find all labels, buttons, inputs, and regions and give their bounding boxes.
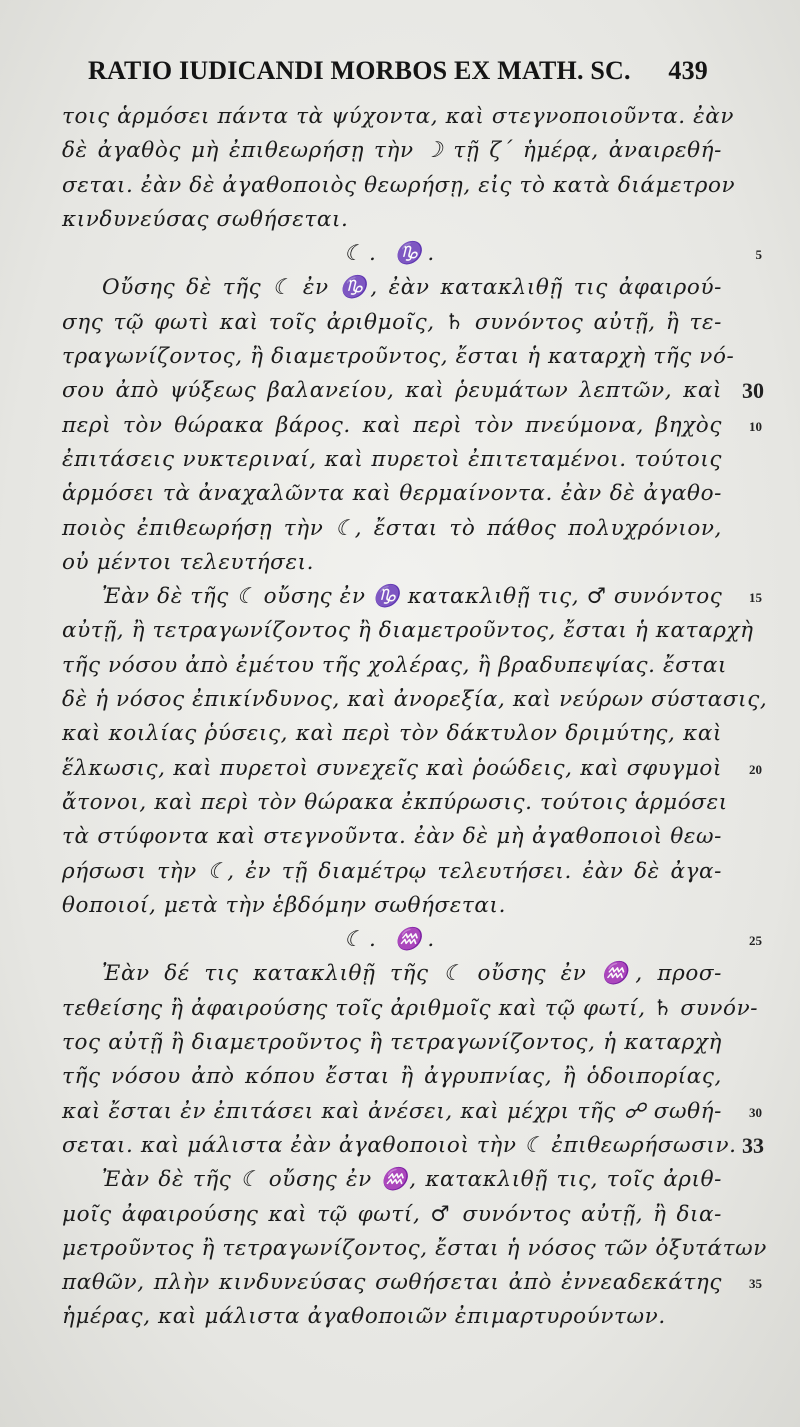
section-heading: ☾. ♒. — [343, 927, 441, 953]
text-line: θοποιοί, μετὰ τὴν ἑβδόμην σωθήσεται. — [62, 892, 507, 918]
running-title: RATIO IUDICANDI MORBOS EX MATH. SC. — [88, 56, 631, 85]
text-line: Ἐὰν δέ τις κατακλιθῇ τῆς ☾ οὔσης ἐν ♒, προσ- — [102, 961, 722, 987]
text-line: καὶ κοιλίας ῥύσεις, καὶ περὶ τὸν δάκτυλον δριμύτης, καὶ — [62, 721, 722, 747]
text-line: αὐτῇ, ἢ τετραγωνίζοντος ἢ διαμετροῦντος, ἔσται ἡ καταρχὴ — [62, 618, 754, 644]
text-line: σου ἀπὸ ψύξεως βαλανείου, καὶ ῥευμάτων λεπτῶν, καὶ — [62, 378, 722, 404]
text-line: μετροῦντος ἢ τετραγωνίζοντος, ἔσται ἡ νόσος τῶν ὀξυτάτων — [62, 1235, 767, 1261]
text-line: οὐ μέντοι τελευτήσει. — [62, 549, 315, 575]
margin-line-number: 30 — [749, 1104, 762, 1120]
text-line: ποιὸς ἐπιθεωρήσῃ τὴν ☾, ἔσται τὸ πάθος πολυχρόνιον, — [62, 515, 722, 541]
text-line: Ἐὰν δὲ τῆς ☾ οὔσης ἐν ♑ κατακλιθῇ τις, ♂ συνόντος — [102, 584, 723, 610]
margin-line-number: 30 — [742, 378, 764, 404]
page-number: 439 — [668, 56, 708, 85]
text-line: τραγωνίζοντος, ἢ διαμετροῦντος, ἔσται ἡ καταρχὴ τῆς νό- — [62, 344, 735, 370]
text-line: ἐπιτάσεις νυκτεριναί, καὶ πυρετοὶ ἐπιτεταμένοι. τούτοις — [62, 446, 722, 472]
margin-line-number: 25 — [749, 933, 762, 949]
text-line: τὰ στύφοντα καὶ στεγνοῦντα. ἐὰν δὲ μὴ ἀγαθοποιοὶ θεω- — [62, 824, 722, 850]
text-line: παθῶν, πλὴν κινδυνεύσας σωθήσεται ἀπὸ ἐννεαδεκάτης — [62, 1270, 722, 1296]
text-line: κινδυνεύσας σωθήσεται. — [62, 206, 349, 232]
margin-line-number: 33 — [742, 1133, 764, 1158]
text-line: τοις ἁρμόσει πάντα τὰ ψύχοντα, καὶ στεγνοποιοῦντα. ἐὰν — [62, 104, 735, 129]
text-line: τεθείσης ἢ ἀφαιρούσης τοῖς ἀριθμοῖς καὶ τῷ φωτί, ♄ συνόν- — [62, 995, 759, 1021]
text-line: ρήσωσι τὴν ☾, ἐν τῇ διαμέτρῳ τελευτήσει. ἐὰν δὲ ἀγα- — [62, 858, 722, 884]
text-line: τῆς νόσου ἀπὸ ἐμέτου τῆς χολέρας, ἢ βραδυπεψίας. ἔσται — [62, 652, 728, 678]
text-line: τος αὐτῇ ἢ διαμετροῦντος ἢ τετραγωνίζοντος, ἡ καταρχὴ — [62, 1030, 722, 1056]
text-line: Οὔσης δὲ τῆς ☾ ἐν ♑, ἐὰν κατακλιθῇ τις ἀφαιρού- — [102, 275, 722, 301]
margin-line-number: 35 — [749, 1276, 762, 1292]
text-line: σης τῷ φωτὶ καὶ τοῖς ἀριθμοῖς, ♄ συνόντος αὐτῇ, ἢ τε- — [62, 309, 722, 335]
section-heading: ☾. ♑. — [343, 241, 441, 267]
text-line: καὶ ἔσται ἐν ἐπιτάσει καὶ ἀνέσει, καὶ μέχρι τῆς ☍ σωθή- — [62, 1098, 722, 1124]
margin-line-number: 10 — [749, 418, 762, 434]
text-line: ἁρμόσει τὰ ἀναχαλῶντα καὶ θερμαίνοντα. ἐὰν δὲ ἀγαθο- — [62, 481, 722, 507]
text-line: ἡμέρας, καὶ μάλιστα ἀγαθοποιῶν ἐπιμαρτυρούντων. — [62, 1304, 666, 1330]
text-line: μοῖς ἀφαιρούσης καὶ τῷ φωτί, ♂ συνόντος αὐτῇ, ἢ δια- — [62, 1201, 722, 1227]
margin-line-number: 5 — [755, 247, 762, 263]
text-line: σεται. ἐὰν δὲ ἀγαθοποιὸς θεωρήσῃ, εἰς τὸ κατὰ διάμετρον — [62, 172, 736, 198]
text-line: δὲ ἡ νόσος ἐπικίνδυνος, καὶ ἀνορεξία, καὶ νεύρων σύστασις, — [62, 687, 768, 713]
margin-line-number: 20 — [749, 761, 762, 777]
text-line: ἄτονοι, καὶ περὶ τὸν θώρακα ἐκπύρωσις. τούτοις ἁρμόσει — [62, 789, 728, 815]
text-line: δὲ ἀγαθὸς μὴ ἐπιθεωρήσῃ τὴν ☽ τῇ ζ΄ ἡμέρᾳ, ἀναιρεθή- — [62, 138, 722, 164]
text-line: Ἐὰν δὲ τῆς ☾ οὔσης ἐν ♒, κατακλιθῇ τις, τοῖς ἀριθ- — [102, 1167, 722, 1193]
text-line: περὶ τὸν θώρακα βάρος. καὶ περὶ τὸν πνεύμονα, βηχὸς — [62, 412, 722, 438]
text-line: ἕλκωσις, καὶ πυρετοὶ συνεχεῖς καὶ ῥοώδεις, καὶ σφυγμοὶ — [62, 755, 722, 781]
text-line: σεται. καὶ μάλιστα ἐὰν ἀγαθοποιοὶ τὴν ☾ ἐπιθεωρήσωσιν. — [62, 1132, 737, 1158]
margin-line-number: 15 — [749, 590, 762, 606]
text-line: τῆς νόσου ἀπὸ κόπου ἔσται ἢ ἀγρυπνίας, ἢ ὁδοιπορίας, — [62, 1064, 722, 1090]
